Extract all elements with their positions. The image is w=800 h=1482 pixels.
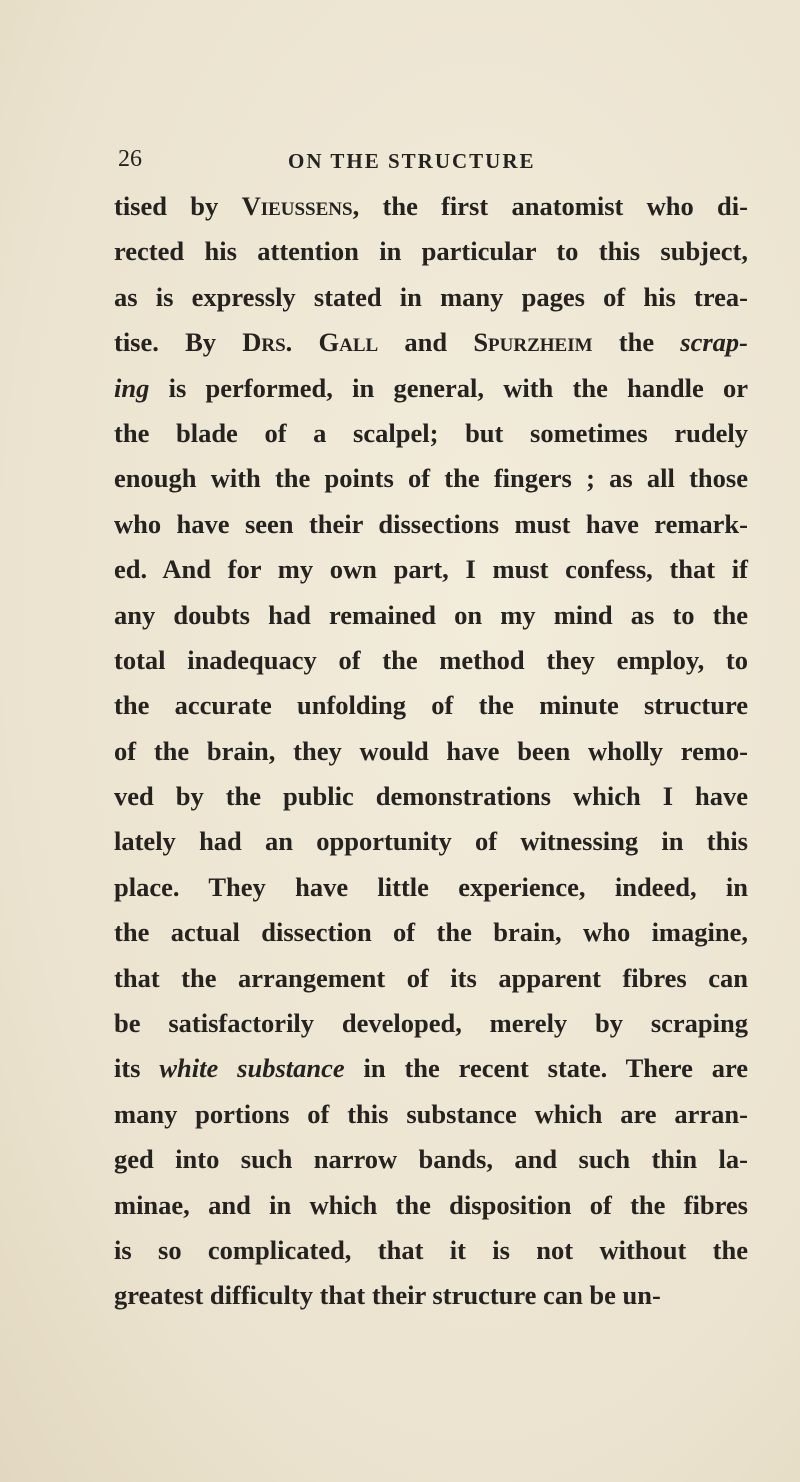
text-line — [114, 366, 748, 411]
text-line — [114, 275, 748, 320]
page-number: 26 — [118, 146, 142, 172]
text-line — [114, 638, 748, 683]
text-line — [114, 593, 748, 638]
text-run: minae, and in which the disposition of the fibres — [114, 1189, 748, 1220]
text-line — [114, 502, 748, 547]
text-line — [114, 1183, 748, 1228]
text-run: the — [592, 327, 681, 358]
text-run: scrap- — [680, 327, 749, 358]
text-line — [114, 683, 748, 728]
text-line — [114, 819, 748, 864]
text-line — [114, 1137, 748, 1182]
text-line — [114, 1228, 748, 1273]
text-run: total inadequacy of the method they employ, to — [114, 644, 748, 675]
text-line — [114, 184, 748, 229]
text-line — [114, 865, 748, 910]
text-run: the blade of a scalpel; but sometimes rudely — [114, 417, 748, 448]
text-run: be satisfactorily developed, merely by scraping — [114, 1008, 748, 1039]
text-run: Drs — [242, 327, 286, 358]
text-run: greatest difficulty that their structure can be un- — [114, 1280, 661, 1311]
body-text — [114, 184, 748, 1319]
text-run: place. They have little experience, indeed, in — [114, 871, 748, 902]
text-run: the actual dissection of the brain, who imagine, — [114, 917, 748, 948]
text-run: that the arrangement of its apparent fibres can — [114, 962, 748, 993]
text-run: many portions of this substance which are arran- — [114, 1098, 748, 1129]
text-run: as is expressly stated in many pages of his trea- — [114, 281, 748, 312]
text-run: and — [378, 327, 474, 358]
text-run: , the first anatomist who di- — [352, 191, 748, 221]
text-run: the accurate unfolding of the minute structure — [114, 690, 748, 721]
page-header — [118, 146, 678, 182]
text-run: its — [114, 1053, 160, 1084]
text-run: ved by the public demonstrations which I have — [114, 781, 748, 812]
text-run: is so complicated, that it is not without the — [114, 1234, 748, 1265]
text-run: Vieussens — [241, 191, 353, 221]
text-run: in the recent state. There are — [344, 1053, 749, 1084]
text-run: white substance — [159, 1053, 345, 1084]
running-head: ON THE STRUCTURE — [288, 149, 536, 173]
text-run: lately had an opportunity of witnessing in this — [114, 826, 748, 857]
text-line — [114, 1273, 748, 1318]
text-run: any doubts had remained on my mind as to the — [114, 599, 748, 630]
text-line — [114, 910, 748, 955]
text-run: ing — [114, 372, 150, 403]
text-run: tise. By — [114, 327, 243, 358]
text-run: ed. And for my own part, I must confess, that if — [114, 554, 748, 585]
text-line — [114, 547, 748, 592]
text-run: Spurzheim — [473, 327, 593, 358]
text-run: rected his attention in particular to this subject, — [114, 236, 748, 267]
text-line — [114, 729, 748, 774]
text-run: is performed, in general, with the handle or — [149, 372, 748, 403]
text-run: . — [285, 327, 319, 358]
text-run: enough with the points of the fingers ; as all those — [114, 463, 748, 494]
text-run: of the brain, they would have been wholly remo- — [114, 735, 748, 766]
text-run: who have seen their dissections must have remark- — [114, 508, 748, 539]
text-line — [114, 1046, 748, 1091]
text-run: tised by — [114, 191, 242, 221]
text-line — [114, 411, 748, 456]
text-line — [114, 320, 748, 365]
text-line — [114, 1001, 748, 1046]
text-line — [114, 1092, 748, 1137]
text-run: ged into such narrow bands, and such thin la- — [114, 1144, 748, 1175]
text-line — [114, 774, 748, 819]
text-run: Gall — [318, 327, 379, 358]
text-line — [114, 229, 748, 274]
text-line — [114, 956, 748, 1001]
text-line — [114, 456, 748, 501]
